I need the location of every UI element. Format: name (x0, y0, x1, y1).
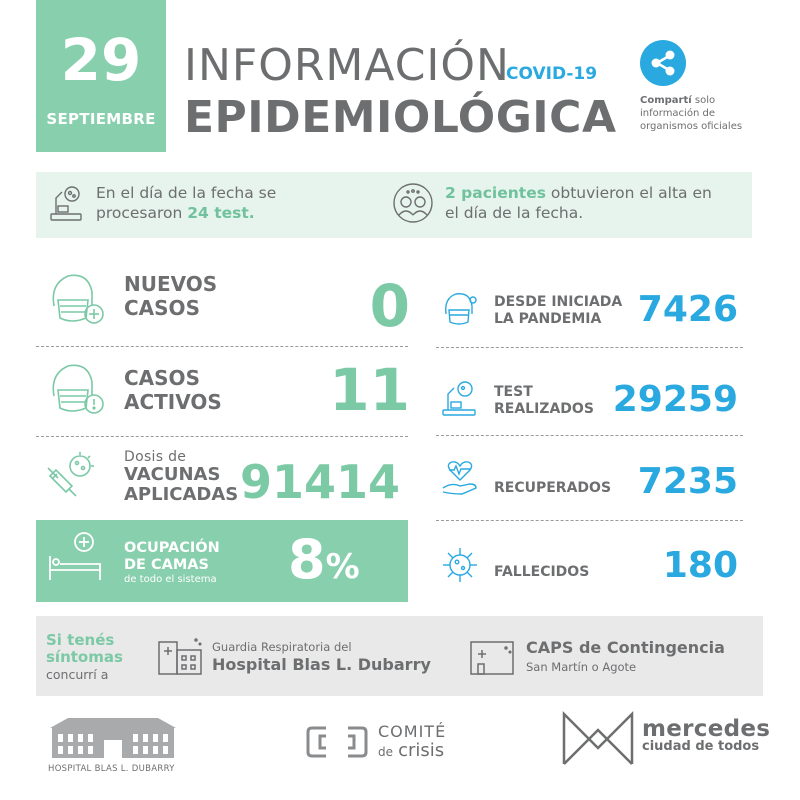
bed-occupancy-label-line1: OCUPACIÓN (124, 540, 220, 556)
patient-mask-icon (44, 266, 108, 330)
patient-alert-icon (44, 356, 108, 420)
tests-done-value: 29259 (612, 379, 738, 420)
share-note-bold: Compartí (640, 95, 692, 106)
caps-address: San Martín o Agote (526, 660, 637, 674)
vaccine-syringe-icon (44, 448, 104, 504)
lab-test-icon (48, 184, 84, 222)
mercedes-logo-mark (560, 708, 636, 768)
bed-occupancy-number: 8 (288, 528, 326, 591)
discharged-today-text (445, 183, 745, 223)
divider (36, 346, 408, 347)
discharged-patients-icon (392, 182, 434, 224)
share-icon[interactable] (640, 40, 686, 86)
vaccines-pre-label: Dosis de (124, 449, 187, 465)
vaccines-value: 91414 (240, 455, 401, 509)
active-cases-label-line1: CASOS (124, 366, 200, 390)
symptoms-line1: Si tenés (46, 631, 115, 649)
since-pandemic-value: 7426 (637, 289, 738, 330)
tests-today-line1: En el día de la fecha se (96, 184, 277, 202)
comite-de: de (378, 745, 393, 759)
discharged-line2: el día de la fecha. (445, 204, 584, 222)
guardia-hospital-name: Hospital Blas L. Dubarry (212, 655, 431, 674)
bed-occupancy-value (288, 530, 360, 590)
active-cases-label-line2: ACTIVOS (124, 390, 222, 414)
recovered-label: RECUPERADOS (494, 480, 612, 496)
guardia-pre: Guardia Respiratoria del (212, 640, 352, 654)
date-day: 29 (60, 26, 142, 94)
new-cases-label (124, 272, 217, 320)
new-cases-value: 0 (369, 272, 410, 340)
bed-occupancy-unit: % (325, 547, 360, 587)
divider (436, 435, 743, 436)
mercedes-line1: mercedes (642, 716, 771, 742)
recovered-value: 7235 (637, 461, 738, 502)
vaccines-label-line2: APLICADAS (124, 484, 239, 505)
patient-mask-blue-icon (440, 288, 480, 328)
symptoms-text (46, 632, 123, 683)
tests-today-text (96, 183, 356, 223)
hospital-building-icon (156, 634, 204, 676)
symptoms-line3: concurrí a (46, 667, 109, 682)
comite-logo-text (378, 722, 446, 762)
new-cases-label-line2: CASOS (124, 296, 200, 320)
tests-done-label-line2: REALIZADOS (494, 401, 594, 417)
divider (436, 520, 743, 521)
mercedes-line2: ciudad de todos (642, 739, 760, 754)
comite-crisis: crisis (398, 740, 445, 761)
symptoms-line2: síntomas (46, 648, 123, 666)
vaccines-label-line1: VACUNAS (124, 464, 221, 485)
bed-occupancy-label-line2: DE CAMAS (124, 557, 209, 573)
hospital-logo (48, 716, 178, 760)
lab-test-blue-icon (440, 378, 480, 418)
caps-name: CAPS de Contingencia (526, 638, 725, 657)
vaccines-label (124, 465, 238, 505)
caps-building-icon (468, 636, 516, 676)
divider (436, 347, 743, 348)
comite-line1: COMITÉ (378, 722, 447, 741)
hospital-bed-icon (46, 530, 104, 584)
share-note-rest: solo (694, 95, 716, 106)
deaths-label: FALLECIDOS (494, 564, 590, 580)
covid-tag: COVID-19 (506, 64, 598, 84)
heart-hand-icon (440, 458, 480, 498)
hospital-logo-caption: HOSPITAL BLAS L. DUBARRY (48, 764, 175, 774)
share-note-line3: organismos oficiales (640, 121, 743, 132)
since-pandemic-label-line1: DESDE INICIADA (494, 294, 623, 310)
title-epidemiologica: EPIDEMIOLÓGICA (184, 92, 617, 143)
date-box (36, 0, 166, 152)
active-cases-label (124, 366, 222, 414)
virus-icon (440, 545, 480, 585)
date-month: SEPTIEMBRE (46, 110, 156, 128)
active-cases-value: 11 (329, 356, 410, 424)
deaths-value: 180 (662, 545, 738, 586)
bed-occupancy-label (124, 540, 220, 574)
bed-occupancy-sub: de todo el sistema (124, 574, 217, 585)
tests-done-label-line1: TEST (494, 384, 533, 400)
share-note (640, 94, 760, 133)
new-cases-label-line1: NUEVOS (124, 272, 218, 296)
share-note-line2: información de (640, 108, 715, 119)
title-informacion: INFORMACIÓN (184, 40, 510, 91)
since-pandemic-label-line2: LA PANDEMIA (494, 311, 602, 327)
discharged-line1: obtuvieron el alta en (550, 184, 712, 202)
divider (36, 436, 408, 437)
discharged-value: 2 pacientes (445, 184, 546, 202)
comite-logo-mark (306, 724, 368, 760)
tests-today-line2: procesaron (96, 204, 183, 222)
tests-today-value: 24 test. (187, 204, 255, 222)
mercedes-logo-text (642, 718, 770, 754)
tests-done-label (494, 384, 594, 418)
